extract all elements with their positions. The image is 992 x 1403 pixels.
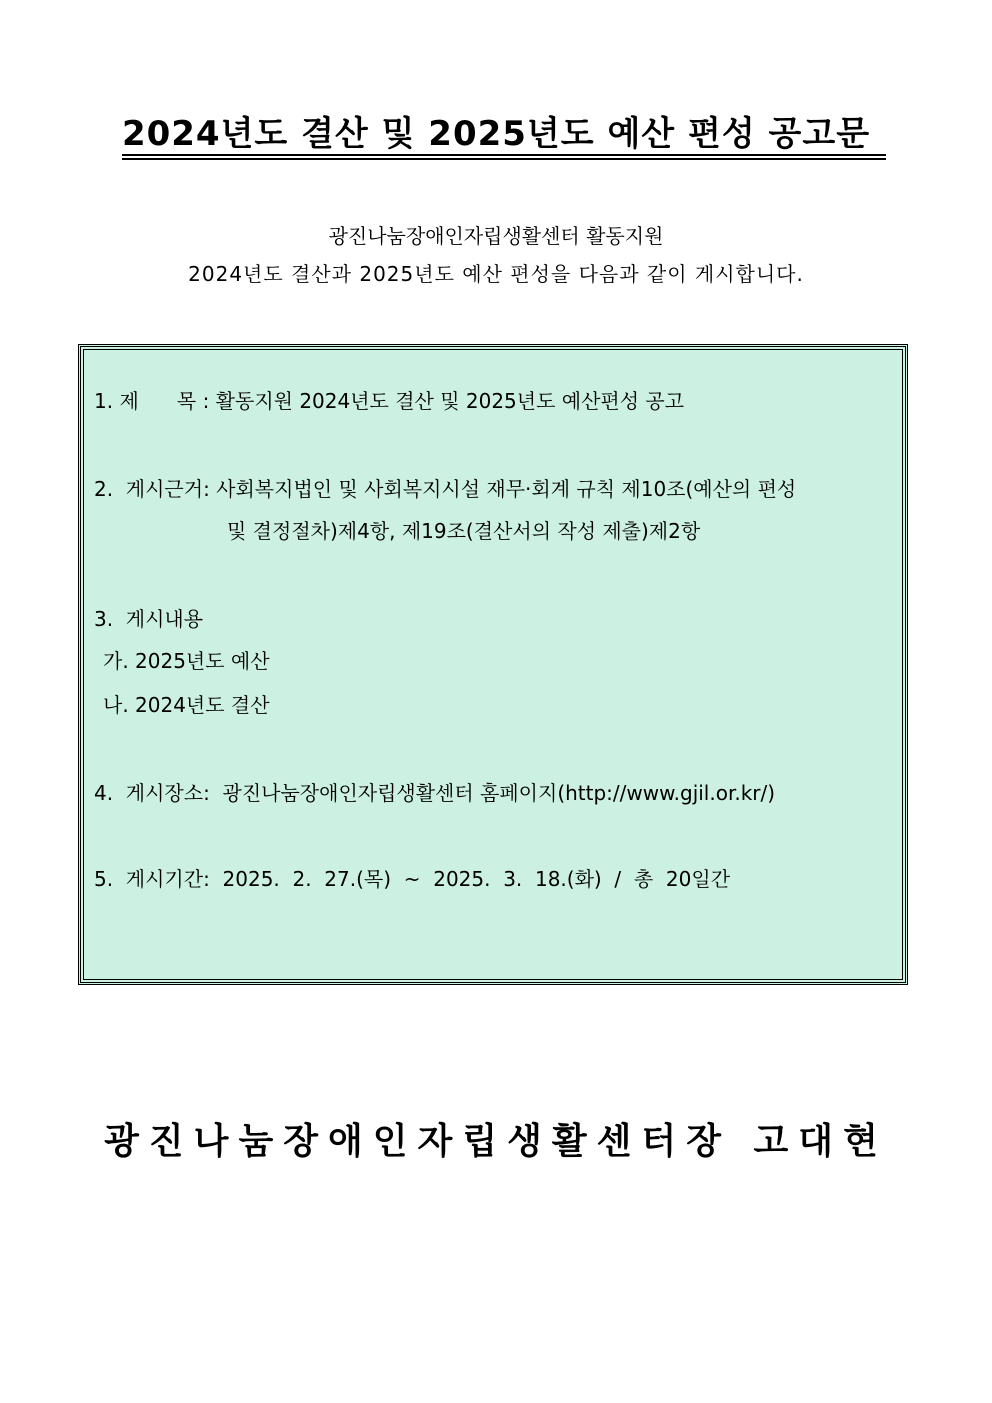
title-underline: [122, 154, 886, 160]
notice-box: [78, 344, 908, 985]
page-title: 2024년도 결산 및 2025년도 예산 편성 공고문: [121, 114, 871, 154]
item-basis-line1: 2. 게시근거: 사회복지법인 및 사회복지시설 재무·회계 규칙 제10조(예산의 편성: [94, 477, 797, 501]
item-location: 4. 게시장소: 광진나눔장애인자립생활센터 홈페이지(http://www.gjil.or.kr/): [94, 781, 776, 805]
intro-line-1: 광진나눔장애인자립생활센터 활동지원: [328, 224, 664, 248]
item-content-a: 가. 2025년도 예산: [103, 649, 270, 673]
item-period: 5. 게시기간: 2025. 2. 27.(목) ~ 2025. 3. 18.(화) / 총 20일간: [94, 867, 731, 891]
intro-line-2: 2024년도 결산과 2025년도 예산 편성을 다음과 같이 게시합니다.: [188, 262, 804, 286]
signature: 광진나눔장애인자립생활센터장 고대현: [104, 1121, 888, 1162]
item-content-heading: 3. 게시내용: [94, 607, 204, 631]
item-basis-line2: 및 결정절차)제4항, 제19조(결산서의 작성 제출)제2항: [227, 519, 701, 543]
item-subject: 1. 제 목 : 활동지원 2024년도 결산 및 2025년도 예산편성 공고: [94, 389, 685, 413]
item-content-b: 나. 2024년도 결산: [103, 693, 270, 717]
